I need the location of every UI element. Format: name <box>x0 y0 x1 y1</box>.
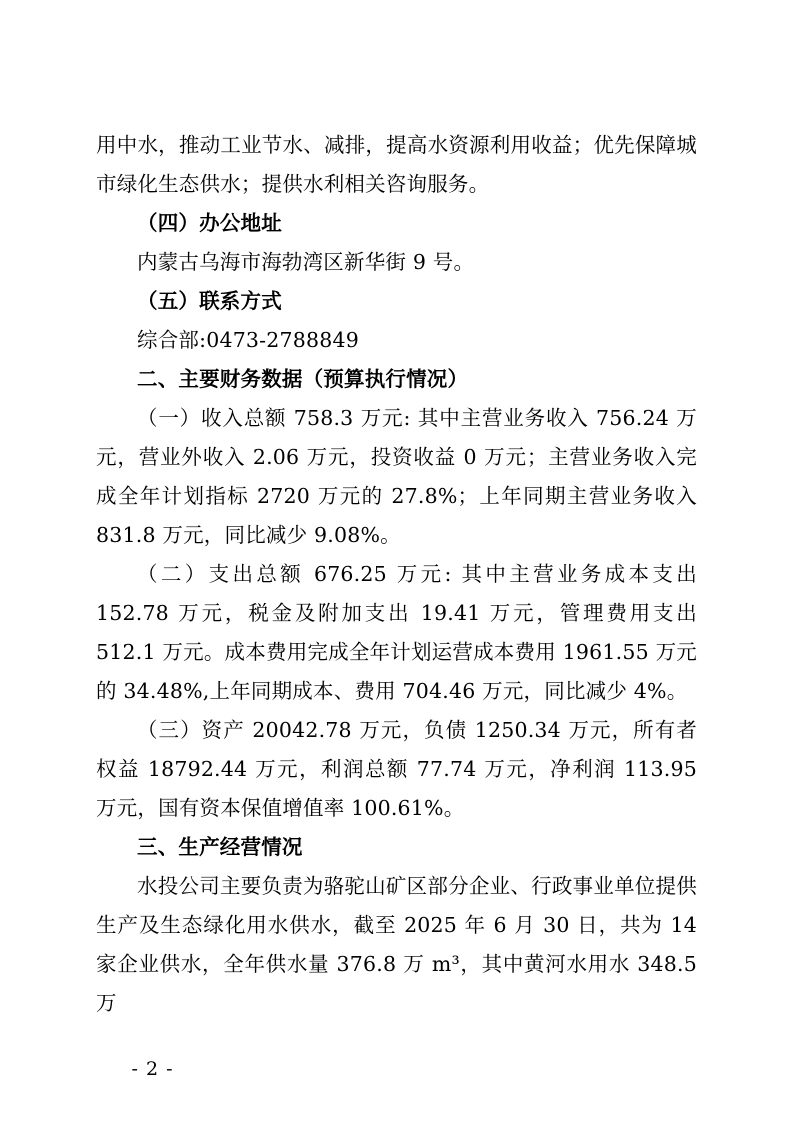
document-body <box>96 126 697 1023</box>
paragraph-continuation: 用中水，推动工业节水、减排，提高水资源利用收益；优先保障城市绿化生态供水；提供水利相关咨询服务。 <box>96 133 697 196</box>
subsection-heading-contact: （五）联系方式 <box>137 289 282 313</box>
section-heading-operations: 三、生产经营情况 <box>137 835 303 859</box>
paragraph-office-address: 内蒙古乌海市海勃湾区新华街 9 号。 <box>137 250 475 274</box>
subsection-heading-office-address: （四）办公地址 <box>137 211 282 235</box>
paragraph-assets-liabilities: （三）资产 20042.78 万元，负债 1250.34 万元，所有者权益 18792.44 万元，利润总额 77.74 万元，净利润 113.95 万元，国有资本保值增值率 100.61%。 <box>96 718 697 820</box>
page-number <box>0 1058 793 1080</box>
section-heading-financial-data: 二、主要财务数据（预算执行情况） <box>137 367 469 391</box>
paragraph-operations-detail: 水投公司主要负责为骆驼山矿区部分企业、行政事业单位提供生产及生态绿化用水供水，截至 2025 年 6 月 30 日，共为 14 家企业供水，全年供水量 376.8 万 m³，其中黄河水用水 348.5 万 <box>96 874 697 1015</box>
paragraph-contact-phone: 综合部:0473-2788849 <box>137 328 360 352</box>
paragraph-total-revenue: （一）收入总额 758.3 万元: 其中主营业务收入 756.24 万元，营业外收入 2.06 万元，投资收益 0 万元；主营业务收入完成全年计划指标 2720 万元的 27.8%；上年同期主营业务收入 831.8 万元，同比减少 9.08%。 <box>96 406 697 547</box>
page-number-label: - 2 - <box>131 1058 174 1080</box>
paragraph-total-expenditure: （二）支出总额 676.25 万元: 其中主营业务成本支出 152.78 万元，税金及附加支出 19.41 万元，管理费用支出 512.1 万元。成本费用完成全年计划运营成本费用 1961.55 万元的 34.48%,上年同期成本、费用 704.46 万元，同比减少 4%。 <box>96 562 697 703</box>
